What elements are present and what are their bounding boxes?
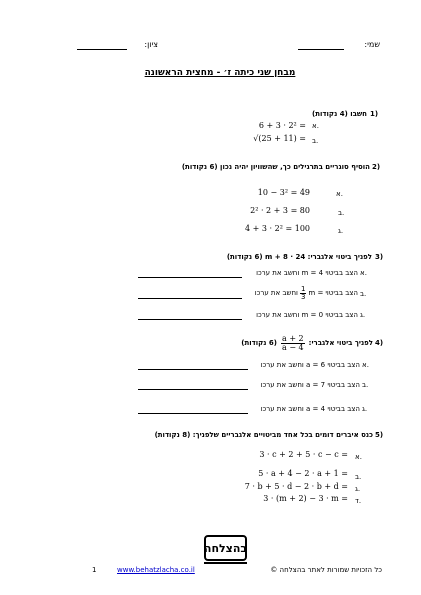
q5-a-expr: 3 · c + 2 + 5 · c − c = <box>259 450 348 459</box>
q5-c-letter: ג. <box>355 485 361 493</box>
q4-b-letter: ב. <box>362 381 369 389</box>
q3-a-letter: א. <box>360 269 367 277</box>
q3-a-answer-line[interactable] <box>138 277 242 278</box>
q2-c-letter: ג. <box>338 227 344 235</box>
behatzlacha-logo <box>204 535 247 561</box>
q5-b-expr: 5 · a + 4 − 2 · a + 1 = <box>258 469 348 478</box>
q3-b-letter: ב. <box>360 290 367 298</box>
logo-underline <box>204 562 247 564</box>
q3-b-frac-num: 1 <box>300 284 306 293</box>
q1-a-expr: 6 + 3 · 2² = <box>258 121 306 130</box>
q3-b-var: m = <box>308 289 324 297</box>
q3-number: 3) <box>375 253 384 261</box>
q4-points: (6 נקודות) <box>241 339 277 347</box>
q3-c-text: הצב בביטוי m = 0 וחשב את ערכו <box>256 311 358 319</box>
q3-b-answer-line[interactable] <box>138 298 242 299</box>
q2-c-expr: 4 + 3 · 2² = 100 <box>245 224 310 233</box>
q3-b-frac-den: 3 <box>300 292 306 301</box>
q4-pre: לפניך ביטוי אלגברי: <box>308 339 373 347</box>
q4-frac-num: a + 2 <box>282 333 304 343</box>
grade-field[interactable] <box>77 49 127 50</box>
q4-a-answer-line[interactable] <box>138 369 248 370</box>
q5-a-letter: א. <box>355 453 362 461</box>
q4-b-text: הצב בביטוי a = 7 וחשב את ערכו <box>260 381 360 389</box>
q3-b-fraction <box>300 286 306 301</box>
q1-text: חשבו (4 נקודות) <box>312 110 367 118</box>
page-title: מבחן שני כיתה ז׳ - מחצית הראשונה <box>144 68 296 78</box>
q4-b-answer-line[interactable] <box>138 389 248 390</box>
q2-text: הוסיף סוגריים בתרגילים כך, שהשוויון יהיה נכון (6 נקודות) <box>181 163 370 171</box>
q4-c-letter: ג. <box>362 405 368 413</box>
name-label: שמי: <box>364 40 380 49</box>
q2-a-expr: 10 − 3² = 49 <box>257 188 310 197</box>
q2-a-letter: א. <box>336 190 343 198</box>
q2-number: 2) <box>372 163 381 171</box>
q5-d-expr: 3 · (m + 2) − 3 · m = <box>263 494 348 503</box>
q2-b-expr: 2² · 2 + 3 = 80 <box>250 206 310 215</box>
q1-a-letter: א. <box>312 122 319 130</box>
q4-a-text: הצב בביטוי a = 6 וחשב את ערכו <box>260 361 360 369</box>
q2-b-letter: ב. <box>338 209 345 217</box>
q1-number: 1) <box>370 110 379 118</box>
q5-text: כנס איברים דומים בכל אחד מביטויים אלגבריים שלפניך: (8 נקודות) <box>154 431 373 439</box>
footer-copyright: כל הזכויות שמורות לאתר בהצלחה © <box>270 566 382 574</box>
q5-number: 5) <box>375 431 384 439</box>
q4-c-text: הצב בביטוי a = 4 וחשב את ערכו <box>260 405 360 413</box>
q4-text <box>240 332 373 354</box>
footer-link[interactable]: www.behatzlacha.co.il <box>117 566 195 574</box>
q3-b-text <box>244 282 358 304</box>
q3-c-letter: ג. <box>360 311 366 319</box>
q5-d-letter: ד. <box>355 497 362 505</box>
q4-fraction <box>281 335 305 352</box>
q5-c-expr: 7 · b + 5 · d − 2 · b + d = <box>244 482 348 491</box>
q4-number: 4) <box>375 339 384 347</box>
q4-c-answer-line[interactable] <box>138 413 248 414</box>
logo-text: בהצלחה <box>203 541 248 555</box>
q3-text: לפניך ביטוי אלגברי: 24 · m + 8 (6 נקודות) <box>226 253 372 261</box>
q3-a-text: הצב בביטוי m = 4 וחשב את ערכו <box>256 269 358 277</box>
q3-b-post: וחשב את ערכו <box>254 289 298 297</box>
q4-frac-den: a − 4 <box>282 342 304 352</box>
name-field[interactable] <box>298 49 344 50</box>
q3-b-pre: הצב בביטוי <box>325 289 358 297</box>
page-number: 1 <box>92 566 97 574</box>
q5-b-letter: ב. <box>355 473 362 481</box>
q1-b-expr: √(25 + 11) = <box>253 134 306 143</box>
q3-c-answer-line[interactable] <box>138 319 242 320</box>
grade-label: ציון: <box>144 40 158 49</box>
q1-b-letter: ב. <box>312 137 319 145</box>
q4-a-letter: א. <box>362 361 369 369</box>
